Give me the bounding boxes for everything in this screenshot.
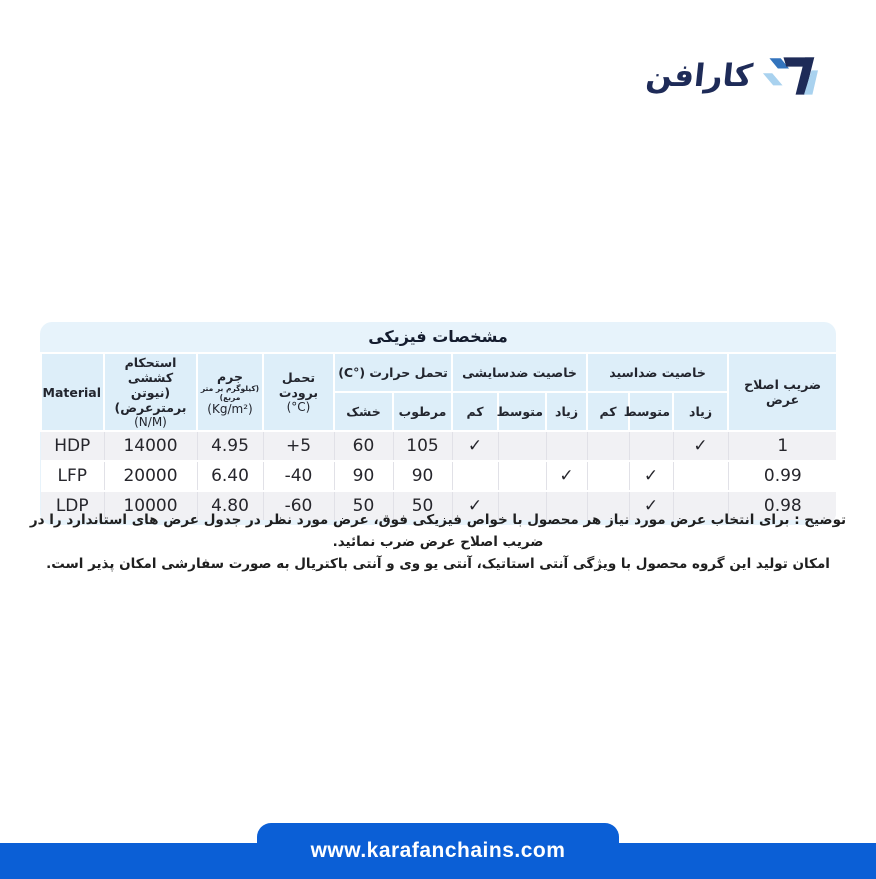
cell-cold: -40 [263,461,334,491]
mass-label: جرم [217,368,243,384]
checkmark-acid-medium: ✓ [629,461,673,491]
subcol-abrasion-medium: متوسط [498,392,546,431]
cell-material: HDP [41,431,104,461]
cell-heat-wet: 50 [393,491,452,520]
col-header-material: Material [41,353,104,431]
cell-width-coefficient: 0.98 [728,491,836,520]
col-header-abrasion-resistance: خاصیت ضدسایشی [452,353,587,392]
checkmark-acid-medium: ✓ [629,491,673,520]
cell-width-coefficient: 1 [728,431,836,461]
cell-width-coefficient: 0.99 [728,461,836,491]
cell-tensile: 20000 [104,461,197,491]
brand-logo-icon [762,54,818,98]
cell-cold: -60 [263,491,334,520]
cell-cold: +5 [263,431,334,461]
cell-abrasion-medium [498,431,546,461]
cell-material: LDP [41,491,104,520]
spec-table [40,352,836,520]
checkmark-abrasion-high: ✓ [546,461,587,491]
table-footnote [20,509,856,575]
col-header-acid-resistance: خاصیت ضداسید [587,353,728,392]
cell-abrasion-low [452,461,498,491]
subcol-acid-high: زیاد [673,392,728,431]
subcol-acid-medium: متوسط [629,392,673,431]
brand-logo-text: کارافن [643,57,754,94]
cell-tensile: 10000 [104,491,197,520]
cell-acid-low [587,461,629,491]
subcol-acid-low: کم [587,392,629,431]
tensile-label: استحکام کششی [124,355,177,385]
footer-tab [257,823,619,879]
website-url[interactable]: www.karafanchains.com [310,839,566,862]
cell-acid-medium [629,431,673,461]
subcol-abrasion-low: کم [452,392,498,431]
cell-mass: 4.80 [197,491,263,520]
checkmark-acid-high: ✓ [673,431,728,461]
table-row-hdp [41,431,836,461]
col-header-cold-tolerance [263,353,334,431]
subcol-abrasion-high: زیاد [546,392,587,431]
footnote-line-2: امکان تولید این گروه محصول با ویژگی آنتی استاتیک، آنتی یو وی و آنتی باکتریال به صورت سفارشی امکان پذیر است. [46,556,830,572]
mass-unit-fa: (کیلوگرم بر متر مربع) [200,383,260,402]
cell-heat-dry: 90 [334,461,393,491]
cell-mass: 4.95 [197,431,263,461]
cell-material: LFP [41,461,104,491]
col-header-tensile-strength [104,353,197,431]
cell-abrasion-high [546,431,587,461]
cell-tensile: 14000 [104,431,197,461]
cell-heat-wet: 105 [393,431,452,461]
cell-mass: 6.40 [197,461,263,491]
footnote-line-1: توضیح : برای انتخاب عرض مورد نیاز هر محصول با خواص فیزیکی فوق، عرض مورد نظر در جدول عرض های استاندارد را در ضریب اصلاح عرض ضرب نمائید. [29,512,847,550]
cell-abrasion-medium [498,461,546,491]
spec-table-card [40,322,836,525]
cell-heat-wet: 90 [393,461,452,491]
table-row-lfp [41,461,836,491]
col-header-heat-tolerance: تحمل حرارت (°C) [334,353,452,392]
col-header-width-coefficient: ضریب اصلاح عرض [728,353,836,431]
cell-acid-high [673,461,728,491]
cold-unit: (°C) [286,400,311,414]
checkmark-abrasion-low: ✓ [452,491,498,520]
col-header-mass [197,353,263,431]
cell-acid-low [587,431,629,461]
brand-logo [643,54,818,98]
cell-heat-dry: 60 [334,431,393,461]
checkmark-abrasion-low: ✓ [452,431,498,461]
subcol-heat-dry: خشک [334,392,393,431]
subcol-heat-wet: مرطوب [393,392,452,431]
tensile-unit-fa: (نیوتن برمترعرض) [114,385,187,415]
mass-unit-latin: (Kg/m²) [207,401,253,416]
cold-label: تحمل برودت [278,370,319,400]
cell-heat-dry: 50 [334,491,393,520]
tensile-unit-latin: (N/M) [134,415,167,429]
table-title: مشخصات فیزیکی [368,327,508,346]
